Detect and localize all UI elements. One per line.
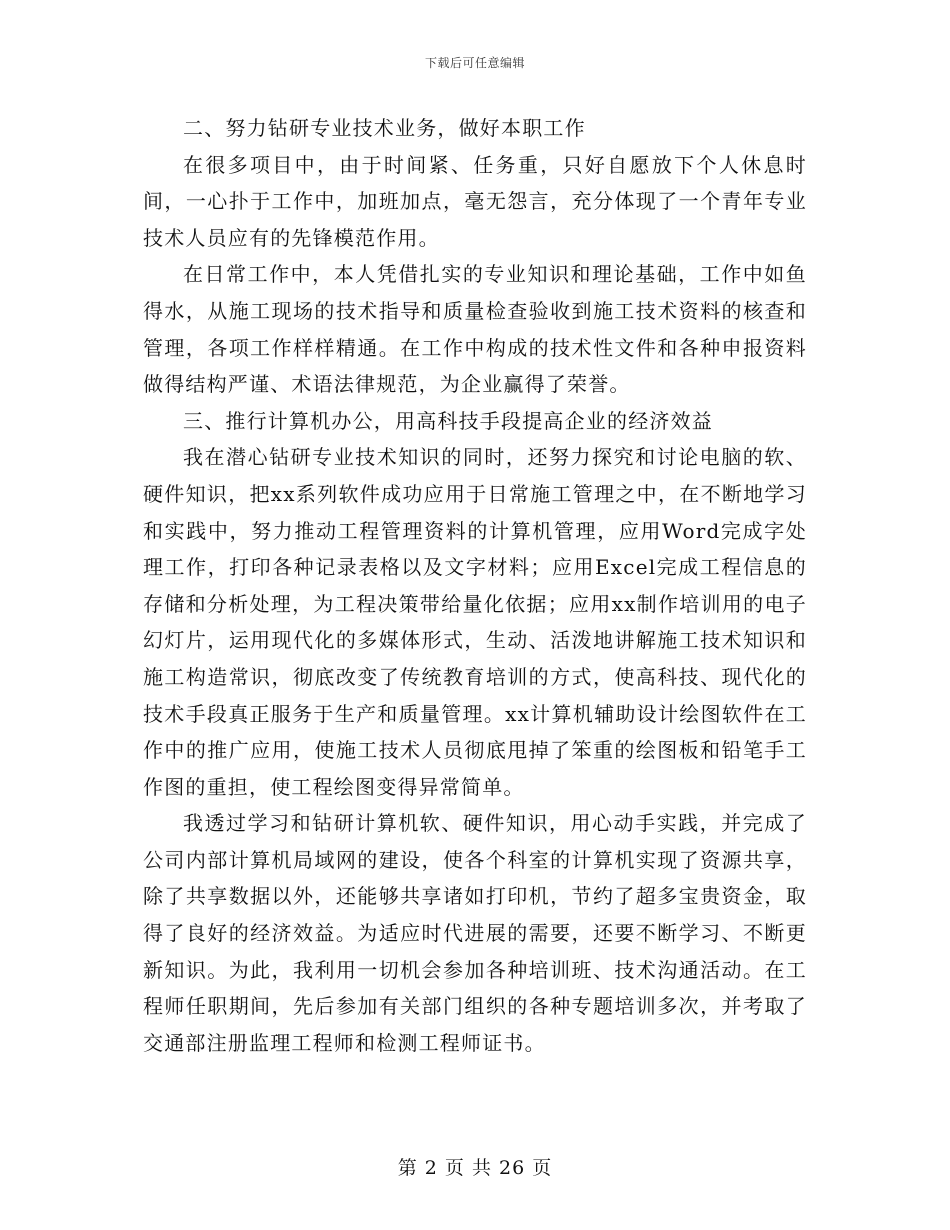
page-header: 下载后可任意编辑 xyxy=(424,56,525,70)
page-number-label: 第 2 页 共 26 页 xyxy=(397,1157,553,1179)
body-paragraph: 我在潜心钻研专业技术知识的同时，还努力探究和讨论电脑的软、硬件知识，把xx系列软件成功应用于日常施工管理之中，在不断地学习和实践中，努力推动工程管理资料的计算机管理，应用Word完成字处理工作，打印各种记录表格以及文字材料；应用Excel完成工程信息的存储和分析处理，为工程决策带给量化依据；应用xx制作培训用的电子幻灯片，运用现代化的多媒体形式，生动、活泼地讲解施工技术知识和施工构造常识，彻底改变了传统教育培训的方式，使高科技、现代化的技术手段真正服务于生产和质量管理。xx计算机辅助设计绘图软件在工作中的推广应用，使施工技术人员彻底甩掉了笨重的绘图板和铅笔手工作图的重担，使工程绘图变得异常简单。 xyxy=(143,445,807,799)
page-footer xyxy=(0,1153,950,1180)
body-paragraph: 我透过学习和钻研计算机软、硬件知识，用心动手实践，并完成了公司内部计算机局域网的建设，使各个科室的计算机实现了资源共享，除了共享数据以外，还能够共享诸如打印机，节约了超多宝贵资金，取得了良好的经济效益。为适应时代进展的需要，还要不断学习、不断更新知识。为此，我利用一切机会参加各种培训班、技术沟通活动。在工程师任职期间，先后参加有关部门组织的各种专题培训多次，并考取了交通部注册监理工程师和检测工程师证书。 xyxy=(143,811,807,1055)
body-paragraph: 在日常工作中，本人凭借扎实的专业知识和理论基础，工作中如鱼得水，从施工现场的技术指导和质量检查验收到施工技术资料的核查和管理，各项工作样样精通。在工作中构成的技术性文件和各种申报资料做得结构严谨、术语法律规范，为企业赢得了荣誉。 xyxy=(143,262,807,397)
section-heading-2: 二、努力钻研专业技术业务，做好本职工作 xyxy=(183,116,586,140)
body-paragraph: 在很多项目中，由于时间紧、任务重，只好自愿放下个人休息时间，一心扑于工作中，加班加点，毫无怨言，充分体现了一个青年专业技术人员应有的先锋模范作用。 xyxy=(143,152,807,250)
document-body xyxy=(143,110,807,1061)
section-heading-3: 三、推行计算机办公，用高科技手段提高企业的经济效益 xyxy=(183,408,713,433)
